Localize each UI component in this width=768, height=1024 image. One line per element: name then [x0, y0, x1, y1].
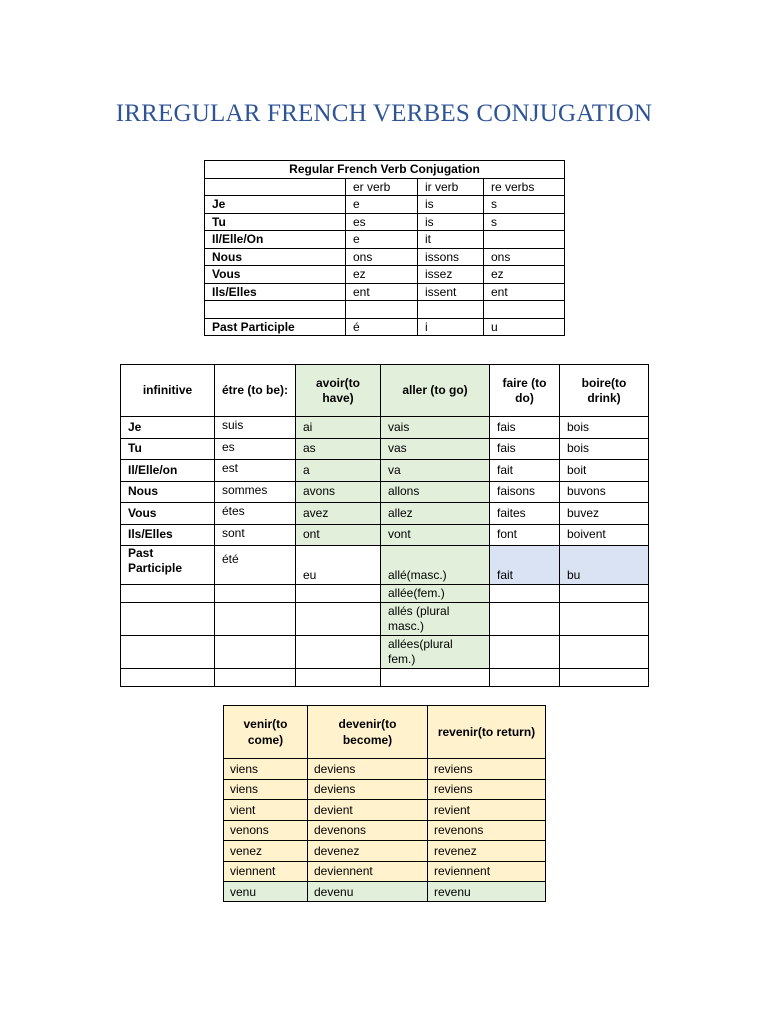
table-cell: ons — [346, 248, 418, 266]
header-cell: venir(to come) — [224, 706, 308, 759]
table-cell: va — [381, 460, 490, 482]
table-cell: vais — [381, 417, 490, 439]
header-cell: infinitive — [121, 365, 215, 417]
header-cell: revenir(to return) — [428, 706, 546, 759]
regular-conjugation-table — [204, 160, 565, 336]
table-cell: viens — [224, 779, 308, 800]
table-cell: it — [418, 231, 484, 249]
pronoun-cell: Vous — [205, 266, 346, 284]
pronoun-cell: Il/Elle/on — [121, 460, 215, 482]
table-cell: allée(fem.) — [381, 585, 490, 603]
table-cell: reviennent — [428, 861, 546, 882]
table-cell: viens — [224, 759, 308, 780]
table-row — [121, 503, 649, 525]
table-cell: boit — [560, 460, 649, 482]
table-cell — [121, 669, 215, 687]
table-cell: issons — [418, 248, 484, 266]
table-row-extra — [121, 585, 649, 603]
header-cell: re verbs — [484, 178, 565, 196]
table-row — [224, 759, 546, 780]
table-row — [205, 231, 565, 249]
header-cell: devenir(to become) — [308, 706, 428, 759]
table-row — [121, 438, 649, 460]
header-cell: avoir(to have) — [296, 365, 381, 417]
past-participle-row — [224, 882, 546, 902]
header-cell: boire(to drink) — [560, 365, 649, 417]
table-cell: ez — [484, 266, 565, 284]
table-cell: vont — [381, 524, 490, 546]
table-cell: ont — [296, 524, 381, 546]
pronoun-cell: Vous — [121, 503, 215, 525]
table-cell — [490, 603, 560, 636]
table-cell — [490, 636, 560, 669]
table-cell — [296, 603, 381, 636]
table-cell: ent — [346, 283, 418, 301]
table-row — [205, 318, 565, 336]
table-row — [224, 779, 546, 800]
pronoun-cell: Nous — [205, 248, 346, 266]
table-cell: i — [418, 318, 484, 336]
table-cell: e — [346, 196, 418, 214]
table-row — [121, 524, 649, 546]
table-header-row — [121, 365, 649, 417]
table-row — [224, 841, 546, 862]
table-header-row — [224, 706, 546, 759]
table-cell — [346, 301, 418, 319]
table-cell — [560, 603, 649, 636]
table-row — [121, 481, 649, 503]
table-cell: revient — [428, 800, 546, 821]
table-cell: avons — [296, 481, 381, 503]
table-caption-row — [205, 161, 565, 179]
table-cell: bu — [560, 546, 649, 585]
table-cell: suis — [215, 417, 296, 439]
table-row — [205, 196, 565, 214]
table-cell: vas — [381, 438, 490, 460]
table-cell: a — [296, 460, 381, 482]
table-cell: buvons — [560, 481, 649, 503]
table-cell: font — [490, 524, 560, 546]
pronoun-cell: Il/Elle/On — [205, 231, 346, 249]
table-cell: issez — [418, 266, 484, 284]
pronoun-cell: Nous — [121, 481, 215, 503]
table-row — [205, 283, 565, 301]
table-cell: venons — [224, 820, 308, 841]
table-row — [121, 417, 649, 439]
table-cell: boivent — [560, 524, 649, 546]
table-row-empty — [121, 669, 649, 687]
table-cell — [296, 669, 381, 687]
table-cell: é — [346, 318, 418, 336]
pronoun-cell: Ils/Elles — [121, 524, 215, 546]
table-cell: es — [215, 438, 296, 460]
table-cell: venez — [224, 841, 308, 862]
pronoun-cell: Past Participle — [205, 318, 346, 336]
table-cell — [215, 585, 296, 603]
pronoun-cell: Past Participle — [121, 546, 215, 585]
table-cell: is — [418, 196, 484, 214]
table-cell: allées(plural fem.) — [381, 636, 490, 669]
pronoun-cell: Je — [121, 417, 215, 439]
table-cell: allez — [381, 503, 490, 525]
table-cell: reviens — [428, 759, 546, 780]
header-cell: er verb — [346, 178, 418, 196]
table-cell: fait — [490, 460, 560, 482]
table-cell: u — [484, 318, 565, 336]
table-cell — [490, 585, 560, 603]
table-cell — [205, 301, 346, 319]
table-cell: fais — [490, 438, 560, 460]
table-cell: bois — [560, 438, 649, 460]
table-cell: deviens — [308, 759, 428, 780]
header-cell: étre (to be): — [215, 365, 296, 417]
table-cell — [484, 231, 565, 249]
table-cell: faisons — [490, 481, 560, 503]
table-cell: as — [296, 438, 381, 460]
table-cell: buvez — [560, 503, 649, 525]
past-participle-row — [121, 546, 649, 585]
table-caption: Regular French Verb Conjugation — [205, 161, 565, 179]
table-cell: ent — [484, 283, 565, 301]
table-cell: bois — [560, 417, 649, 439]
table-cell — [560, 636, 649, 669]
table-cell: s — [484, 213, 565, 231]
table-row-extra — [121, 603, 649, 636]
pronoun-cell: Je — [205, 196, 346, 214]
table-cell — [215, 669, 296, 687]
table-cell: ai — [296, 417, 381, 439]
table-cell: devenu — [308, 882, 428, 902]
table-cell: devient — [308, 800, 428, 821]
table-cell: deviens — [308, 779, 428, 800]
table-cell — [490, 669, 560, 687]
table-cell — [296, 585, 381, 603]
table-cell: ez — [346, 266, 418, 284]
table-cell: s — [484, 196, 565, 214]
table-cell: fait — [490, 546, 560, 585]
table-cell: devenez — [308, 841, 428, 862]
table-cell: allés (plural masc.) — [381, 603, 490, 636]
irregular-conjugation-table — [120, 364, 649, 687]
table-cell: fais — [490, 417, 560, 439]
table-cell: devenons — [308, 820, 428, 841]
table-cell: été — [215, 546, 296, 585]
table-row-empty — [205, 301, 565, 319]
table-cell: avez — [296, 503, 381, 525]
table-cell: viennent — [224, 861, 308, 882]
table-cell: sont — [215, 524, 296, 546]
table-cell: allons — [381, 481, 490, 503]
table-cell — [121, 603, 215, 636]
table-cell — [121, 636, 215, 669]
table-row — [205, 266, 565, 284]
table-row — [121, 460, 649, 482]
table-cell: eu — [296, 546, 381, 585]
table-cell: vient — [224, 800, 308, 821]
table-cell — [484, 301, 565, 319]
table-row — [224, 861, 546, 882]
table-cell: sommes — [215, 481, 296, 503]
table-cell — [215, 603, 296, 636]
table-cell: ons — [484, 248, 565, 266]
table-cell: e — [346, 231, 418, 249]
table-row — [205, 213, 565, 231]
table-header-row — [205, 178, 565, 196]
table-cell — [381, 669, 490, 687]
pronoun-cell: Tu — [121, 438, 215, 460]
header-cell: aller (to go) — [381, 365, 490, 417]
table-cell — [121, 585, 215, 603]
venir-conjugation-table — [223, 705, 546, 902]
table-cell: revenez — [428, 841, 546, 862]
table-row — [224, 820, 546, 841]
table-cell: issent — [418, 283, 484, 301]
table-cell: allé(masc.) — [381, 546, 490, 585]
page-title: IRREGULAR FRENCH VERBES CONJUGATION — [115, 100, 653, 127]
table-cell: venu — [224, 882, 308, 902]
table-cell: étes — [215, 503, 296, 525]
header-cell: faire (to do) — [490, 365, 560, 417]
header-cell — [205, 178, 346, 196]
pronoun-cell: Ils/Elles — [205, 283, 346, 301]
table-cell: es — [346, 213, 418, 231]
table-cell — [418, 301, 484, 319]
header-cell: ir verb — [418, 178, 484, 196]
table-cell: faites — [490, 503, 560, 525]
table-row — [205, 248, 565, 266]
table-cell — [560, 669, 649, 687]
table-cell — [215, 636, 296, 669]
table-row-extra — [121, 636, 649, 669]
table-cell — [296, 636, 381, 669]
table-cell: est — [215, 460, 296, 482]
table-cell: revenu — [428, 882, 546, 902]
table-row — [224, 800, 546, 821]
table-cell: deviennent — [308, 861, 428, 882]
pronoun-cell: Tu — [205, 213, 346, 231]
table-cell — [560, 585, 649, 603]
table-cell: revenons — [428, 820, 546, 841]
table-cell: reviens — [428, 779, 546, 800]
table-cell: is — [418, 213, 484, 231]
